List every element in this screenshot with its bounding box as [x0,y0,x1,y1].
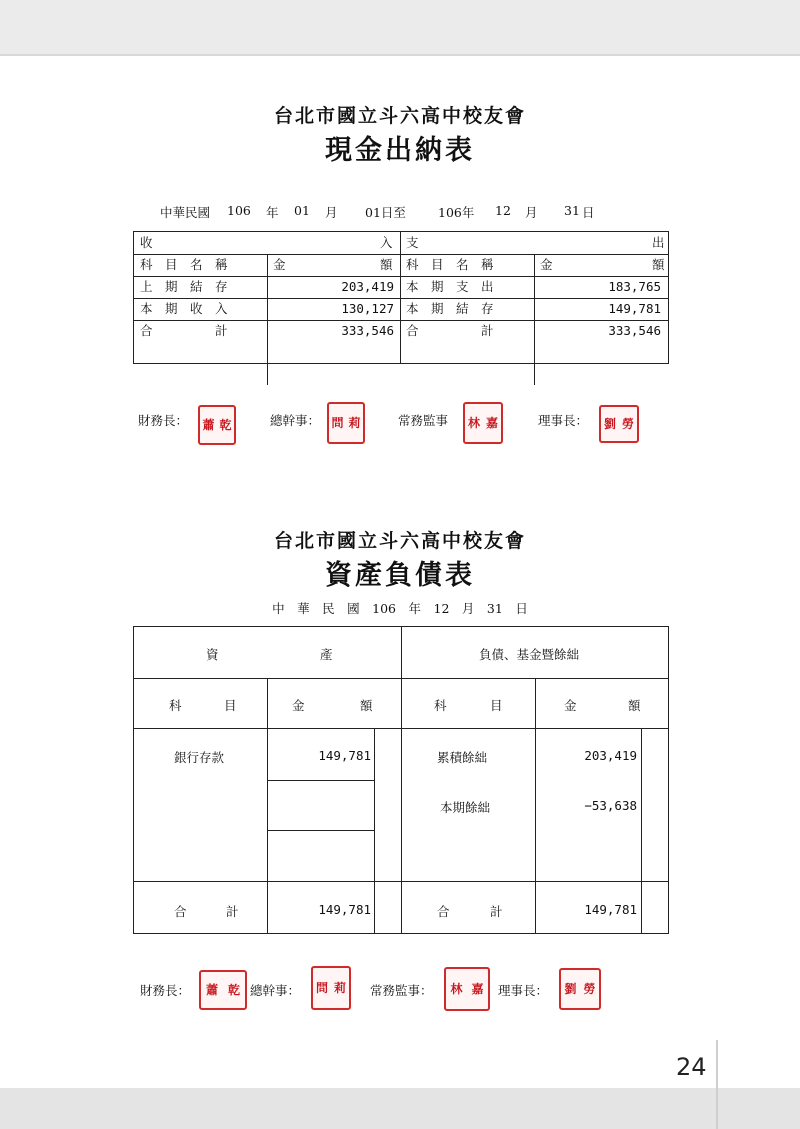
cash-statement-title: 現金出納表 [325,135,475,166]
table-row: 上 期 結 存 203,419 本 期 支 出 183,765 [134,276,668,299]
secretary-seal-icon: 問 莉 [311,966,351,1010]
supervisor-label-2: 常務監事： [370,983,433,998]
asset-total: 149,781 [318,902,371,917]
secretary-label: 總幹事： [270,413,321,428]
secretary-label-2: 總幹事： [250,983,301,998]
supervisor-label: 常務監事 [398,413,449,428]
liability-item: 累積餘絀 [437,750,488,765]
treasurer-label-2: 財務長： [140,983,191,998]
liability-item: 本期餘絀 [440,800,491,815]
asset-item: 銀行存款 [174,750,225,765]
chairman-seal-icon: 劉 勞 [599,405,639,443]
treasurer-seal-icon: 蕭 乾 [198,405,236,445]
page-divider [716,1040,718,1129]
cash-statement-table [133,231,669,364]
liability-amount: 203,419 [584,748,637,763]
supervisor-seal-icon: 林 嘉 [444,967,490,1011]
supervisor-seal-icon: 林 嘉 [463,402,503,444]
chairman-seal-icon: 劉 勞 [559,968,601,1010]
table-header-row: 收 入 支 出 [134,232,668,255]
cash-date-range: 中華民國 106 年 01 月 01日至 106年 12 月 31 日 [160,203,595,220]
page-number: 24 [676,1053,707,1081]
org-name-cash: 台北市國立斗六高中校友會 [273,105,526,127]
bottom-bar [0,1088,800,1129]
balance-sheet-table: 資 產 負債、基金暨餘絀 科 目 金 額 科 目 金 額 銀行存款 149,781 累積餘絀 203,419 本期餘絀 −53,638 合 計 149,781 合 計 149,781 [133,626,669,934]
org-name-balance: 台北市國立斗六高中校友會 [273,530,526,552]
chairman-label-2: 理事長： [498,983,549,998]
liability-total: 149,781 [584,902,637,917]
balance-date: 中 華 民 國 106 年 12 月 31 日 [272,601,528,616]
asset-amount: 149,781 [318,748,371,763]
secretary-seal-icon: 問 莉 [327,402,365,444]
balance-sheet-title: 資產負債表 [325,560,475,591]
chairman-label: 理事長： [538,413,589,428]
liability-amount: −53,638 [584,798,637,813]
treasurer-label: 財務長： [138,413,189,428]
treasurer-seal-icon: 蕭 乾 [199,970,247,1010]
table-subheader-row: 科 目 名 稱 金 額 科 目 名 稱 金 額 [134,254,668,277]
table-row-total: 合 計 333,546 合 計 333,546 [140,323,661,338]
table-row: 本 期 收 入 130,127 本 期 結 存 149,781 [134,298,668,321]
top-bar [0,0,800,56]
